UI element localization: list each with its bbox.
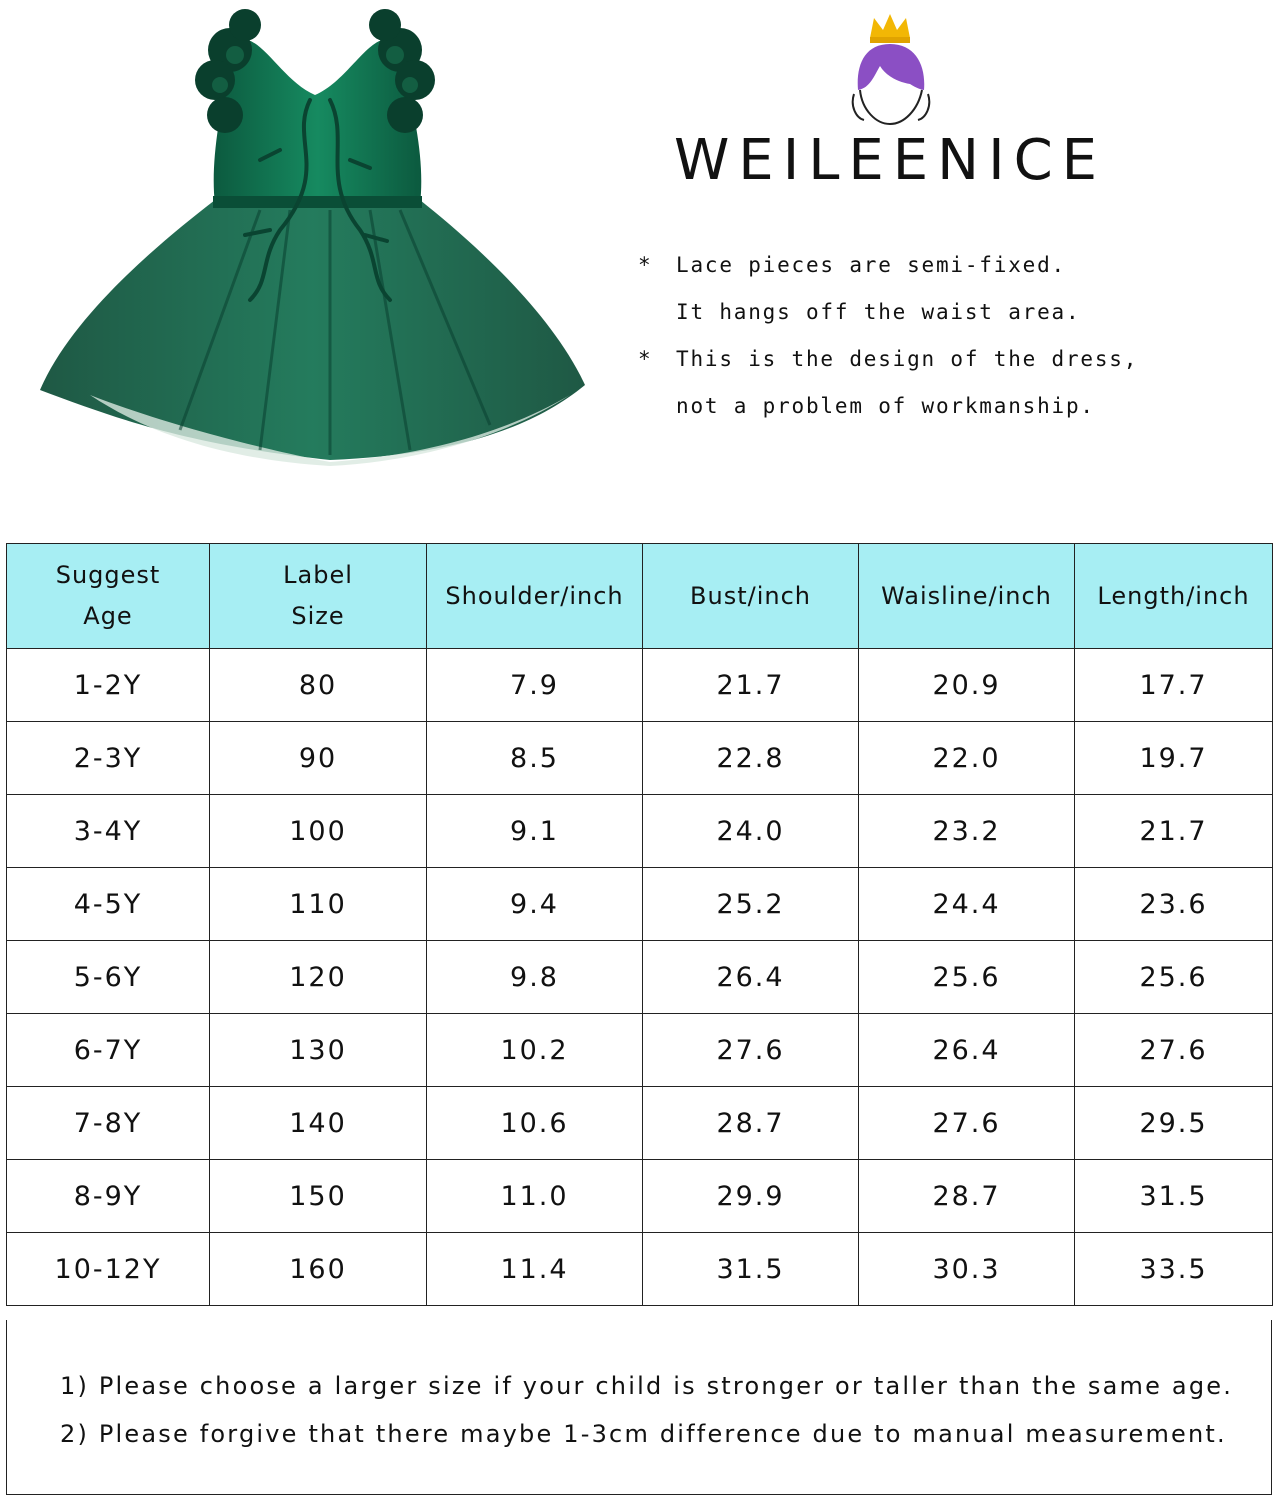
note-text: It hangs off the waist area. (676, 300, 1081, 324)
note-line (638, 342, 1258, 389)
note-text: This is the design of the dress, (676, 347, 1139, 371)
brand-name: WEILEENICE (673, 128, 1107, 193)
product-notes (638, 248, 1258, 436)
cell-waistline: 23.2 (859, 795, 1075, 868)
cell-length: 25.6 (1075, 941, 1273, 1014)
header-length: Length/inch (1075, 544, 1273, 649)
header-suggest-age: Suggest Age (7, 544, 210, 649)
cell-waistline: 27.6 (859, 1087, 1075, 1160)
cell-length: 27.6 (1075, 1014, 1273, 1087)
cell-bust: 29.9 (643, 1160, 859, 1233)
cell-waistline: 22.0 (859, 722, 1075, 795)
cell-shoulder: 11.0 (427, 1160, 643, 1233)
note-line (638, 295, 1258, 342)
cell-shoulder: 10.6 (427, 1087, 643, 1160)
brand-logo (630, 10, 1150, 200)
table-row (7, 1014, 1273, 1087)
table-row (7, 1233, 1273, 1306)
table-row (7, 722, 1273, 795)
table-header-row (7, 544, 1273, 649)
cell-age: 2-3Y (7, 722, 210, 795)
cell-age: 4-5Y (7, 868, 210, 941)
footer-note: 2) Please forgive that there maybe 1-3cm difference due to manual measurement. (60, 1420, 1227, 1448)
cell-length: 23.6 (1075, 868, 1273, 941)
cell-age: 3-4Y (7, 795, 210, 868)
crowned-girl-logo-icon (840, 10, 940, 130)
cell-age: 6-7Y (7, 1014, 210, 1087)
note-bullet: * (638, 347, 653, 371)
footer-note: 1) Please choose a larger size if your child is stronger or taller than the same age. (60, 1372, 1234, 1400)
note-text: Lace pieces are semi-fixed. (676, 253, 1066, 277)
green-tulle-dress-image (30, 0, 600, 470)
cell-label-size: 90 (210, 722, 427, 795)
cell-age: 1-2Y (7, 649, 210, 722)
cell-length: 29.5 (1075, 1087, 1273, 1160)
cell-waistline: 20.9 (859, 649, 1075, 722)
table-row (7, 1087, 1273, 1160)
table-row (7, 795, 1273, 868)
cell-length: 21.7 (1075, 795, 1273, 868)
table-row (7, 941, 1273, 1014)
cell-bust: 25.2 (643, 868, 859, 941)
cell-length: 17.7 (1075, 649, 1273, 722)
cell-shoulder: 10.2 (427, 1014, 643, 1087)
cell-bust: 21.7 (643, 649, 859, 722)
cell-bust: 26.4 (643, 941, 859, 1014)
header-bust: Bust/inch (643, 544, 859, 649)
size-footer-notes (6, 1320, 1272, 1495)
cell-shoulder: 11.4 (427, 1233, 643, 1306)
note-line (638, 389, 1258, 436)
cell-age: 7-8Y (7, 1087, 210, 1160)
cell-label-size: 100 (210, 795, 427, 868)
cell-label-size: 120 (210, 941, 427, 1014)
note-bullet: * (638, 253, 653, 277)
note-line (638, 248, 1258, 295)
header-label-size: Label Size (210, 544, 427, 649)
size-chart-table (6, 543, 1273, 1306)
table-row (7, 1160, 1273, 1233)
cell-shoulder: 9.8 (427, 941, 643, 1014)
cell-label-size: 150 (210, 1160, 427, 1233)
cell-label-size: 130 (210, 1014, 427, 1087)
cell-waistline: 24.4 (859, 868, 1075, 941)
cell-bust: 22.8 (643, 722, 859, 795)
table-row (7, 868, 1273, 941)
header-shoulder: Shoulder/inch (427, 544, 643, 649)
cell-length: 33.5 (1075, 1233, 1273, 1306)
cell-shoulder: 7.9 (427, 649, 643, 722)
cell-shoulder: 9.4 (427, 868, 643, 941)
cell-waistline: 30.3 (859, 1233, 1075, 1306)
note-text: not a problem of workmanship. (676, 394, 1095, 418)
cell-length: 19.7 (1075, 722, 1273, 795)
cell-bust: 31.5 (643, 1233, 859, 1306)
cell-age: 8-9Y (7, 1160, 210, 1233)
cell-shoulder: 8.5 (427, 722, 643, 795)
cell-age: 10-12Y (7, 1233, 210, 1306)
cell-label-size: 80 (210, 649, 427, 722)
cell-bust: 24.0 (643, 795, 859, 868)
cell-waistline: 25.6 (859, 941, 1075, 1014)
cell-bust: 28.7 (643, 1087, 859, 1160)
cell-bust: 27.6 (643, 1014, 859, 1087)
cell-length: 31.5 (1075, 1160, 1273, 1233)
cell-label-size: 160 (210, 1233, 427, 1306)
cell-shoulder: 9.1 (427, 795, 643, 868)
cell-label-size: 110 (210, 868, 427, 941)
header-waistline: Waisline/inch (859, 544, 1075, 649)
table-row (7, 649, 1273, 722)
cell-waistline: 28.7 (859, 1160, 1075, 1233)
cell-waistline: 26.4 (859, 1014, 1075, 1087)
cell-age: 5-6Y (7, 941, 210, 1014)
cell-label-size: 140 (210, 1087, 427, 1160)
